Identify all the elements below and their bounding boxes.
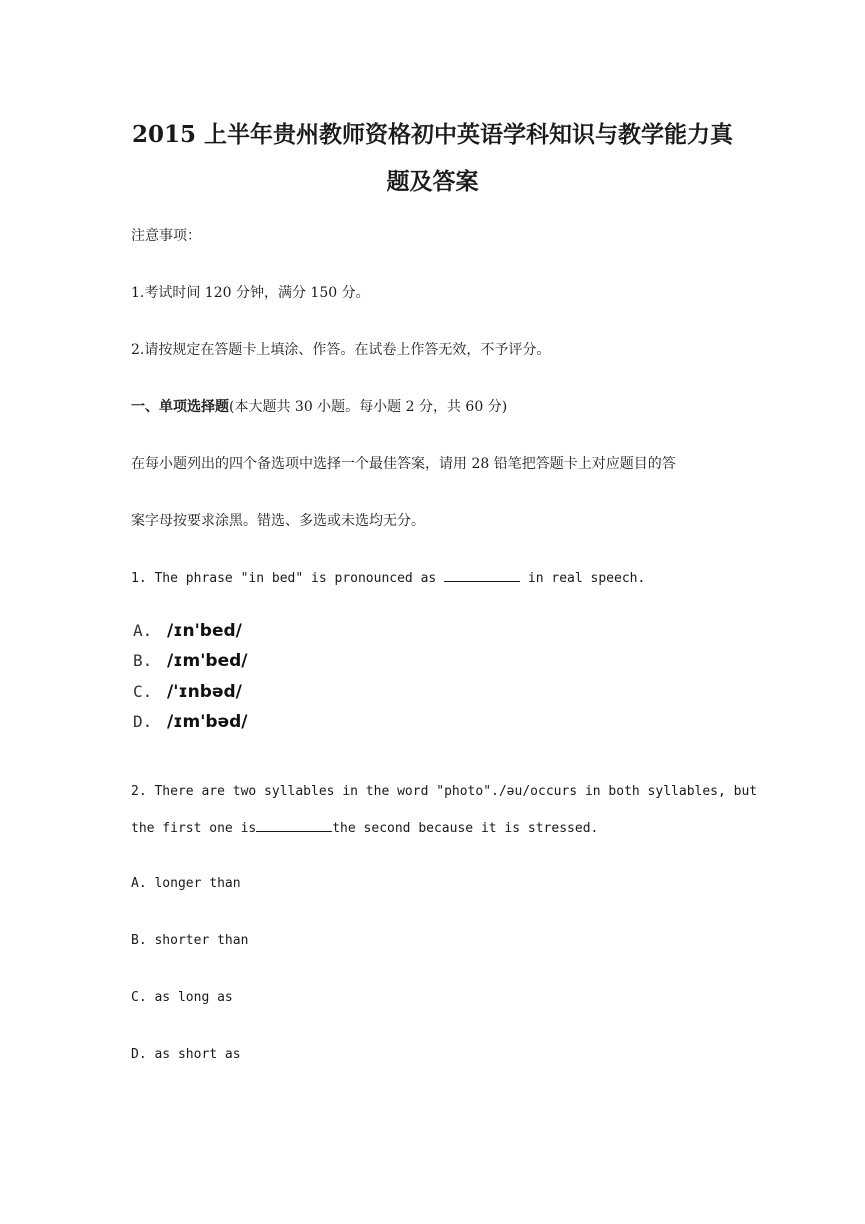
section-1-heading xyxy=(131,397,507,417)
document-title-line-1: 2015 上半年贵州教师资格初中英语学科知识与教学能力真 xyxy=(131,121,734,148)
question-2-blank xyxy=(256,817,332,832)
option-letter: D. xyxy=(133,712,153,731)
question-1-option-a xyxy=(133,620,242,642)
question-1-stem-before: 1. The phrase "in bed" is pronounced as xyxy=(131,571,437,586)
question-1-blank xyxy=(444,567,520,582)
question-2-option-c: C. as long as xyxy=(131,990,233,1005)
question-2-option-a: A. longer than xyxy=(131,876,241,891)
question-1-stem-after: in real speech. xyxy=(527,571,646,586)
notes-item-2: 2.请按规定在答题卡上填涂、作答。在试卷上作答无效，不予评分。 xyxy=(131,342,551,358)
option-ipa: /ɪn'bed/ xyxy=(167,621,242,641)
question-1-option-c xyxy=(133,681,242,703)
document-title-line-2: 题及答案 xyxy=(386,168,479,195)
question-1-option-d xyxy=(133,711,247,733)
section-1-instruction-line-1: 在每小题列出的四个备选项中选择一个最佳答案，请用 28 铅笔把答题卡上对应题目的答 xyxy=(131,456,676,472)
section-1-heading-rest: (本大题共 30 小题。每小题 2 分，共 60 分) xyxy=(229,399,508,415)
question-2-stem-before: the first one is xyxy=(131,821,257,836)
question-2-option-d: D. as short as xyxy=(131,1047,241,1062)
section-1-heading-bold: 一、单项选择题 xyxy=(131,399,229,415)
option-ipa: /ɪm'bəd/ xyxy=(167,712,248,732)
question-2-stem-line-1: 2. There are two syllables in the word "photo"./əu/occurs in both syllables, but xyxy=(131,784,758,799)
question-2-stem-after: the second because it is stressed. xyxy=(332,821,599,836)
option-ipa: /ɪm'bed/ xyxy=(167,651,248,671)
question-2-option-b: B. shorter than xyxy=(131,933,249,948)
notes-heading: 注意事项： xyxy=(131,228,201,244)
section-1-instruction-line-2: 案字母按要求涂黑。错选、多选或未选均无分。 xyxy=(131,513,425,529)
option-letter: C. xyxy=(133,682,153,701)
notes-item-1: 1.考试时间 120 分钟，满分 150 分。 xyxy=(131,285,370,301)
option-letter: A. xyxy=(133,621,153,640)
question-2-stem-line-2 xyxy=(131,817,598,839)
question-1-option-b xyxy=(133,650,247,672)
question-1-stem xyxy=(131,567,645,589)
option-letter: B. xyxy=(133,651,153,670)
option-ipa: /'ɪnbəd/ xyxy=(167,682,242,702)
